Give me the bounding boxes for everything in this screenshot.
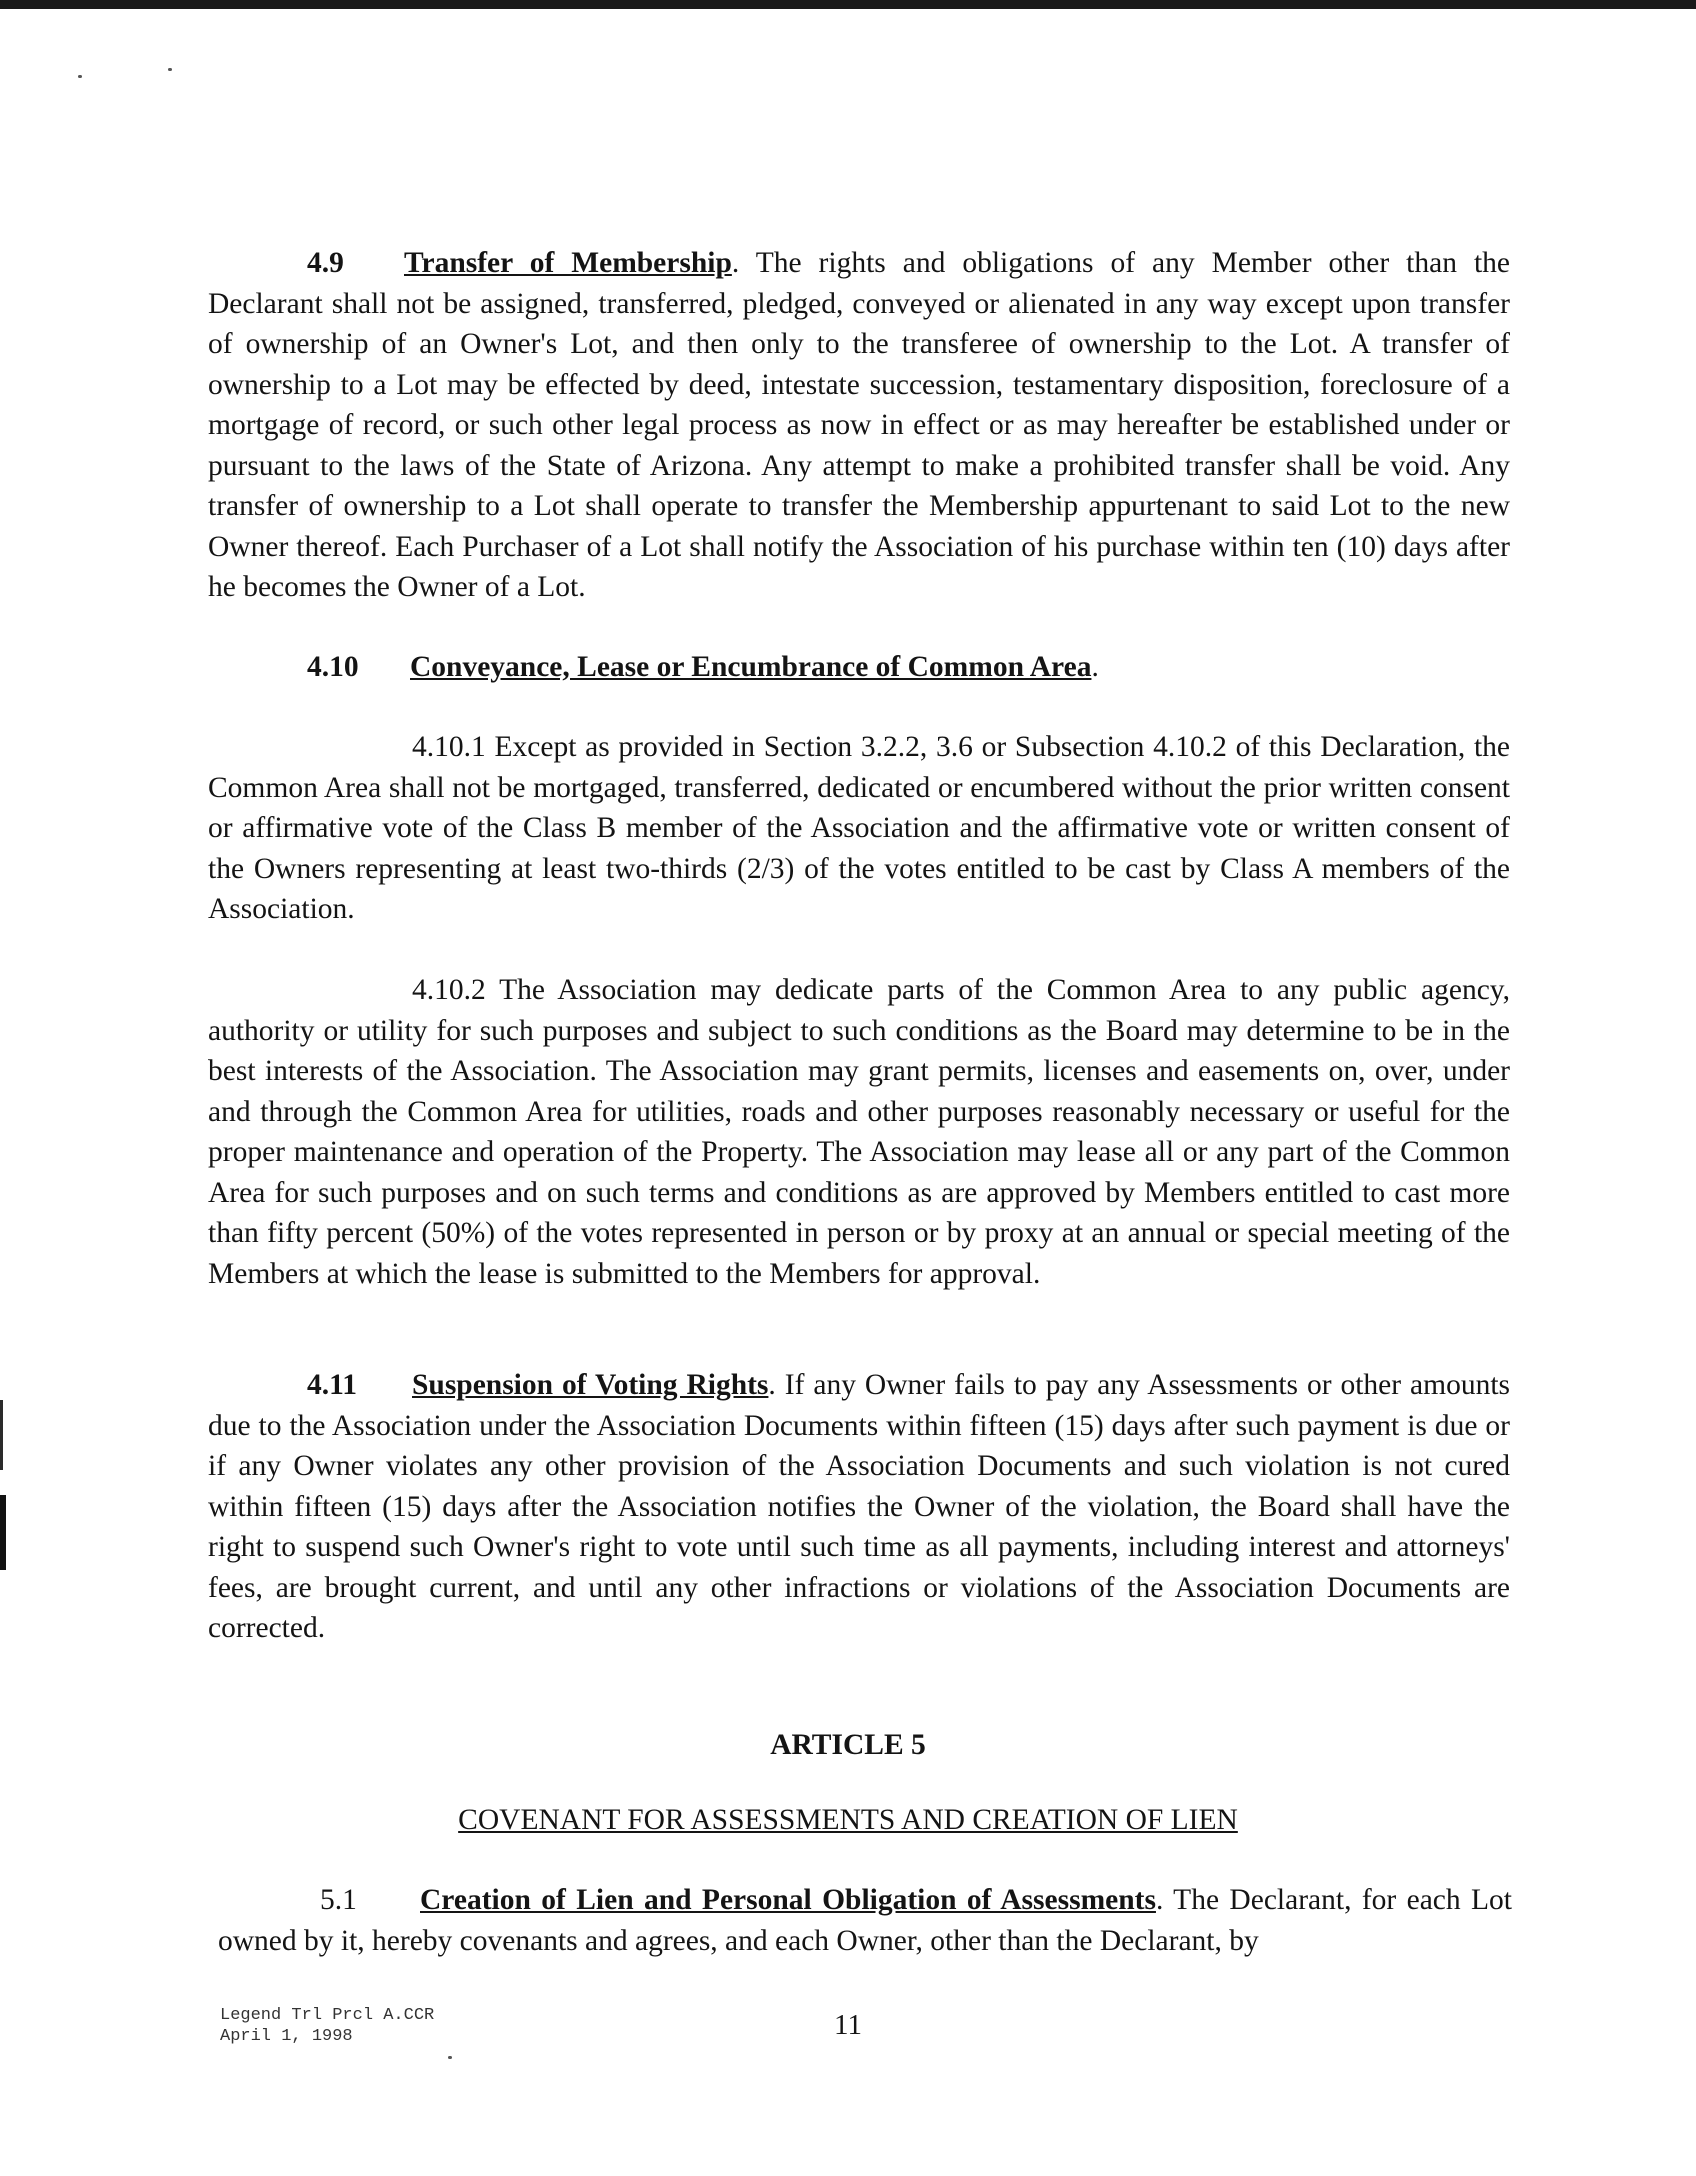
article-heading: ARTICLE 5 (770, 1729, 926, 1761)
scan-speck (168, 68, 172, 71)
scan-top-edge (0, 0, 1696, 9)
subsection-4-10-2: 4.10.2 The Association may dedicate parts of the Common Area to any public agency, authority or utility for such purposes and subject to such conditions as the Board may determine to be in the best interests of the Association. The Association may grant permits, licenses and easements on, over, under and through the Common Area for utilities, roads and other purposes reasonably necessary or useful for the proper maintenance and operation of the Property. The Association may lease all or any part of the Common Area for such purposes and on such terms and conditions as are approved by Members entitled to cast more than fifty percent (50%) of the votes represented in person or by proxy at an annual or special meeting of the Members at which the lease is submitted to the Members for approval. (208, 974, 1510, 1290)
page-number: 11 (834, 2009, 862, 2041)
section-number: 4.11 (307, 1369, 357, 1401)
section-title: Suspension of Voting Rights (412, 1369, 769, 1401)
subsection-4-10-1: 4.10.1 Except as provided in Section 3.2.2, 3.6 or Subsection 4.10.2 of this Declaration, the Common Area shall not be mortgaged, transferred, dedicated or encumbered without the prior written consent or affirmative vote of the Class B member of the Association and the affirmative vote or written consent of the Owners representing at least two-thirds (2/3) of the votes entitled to be cast by Class A members of the Association. (208, 731, 1510, 925)
section-body: . The rights and obligations of any Member other than the Declarant shall not be assigned, transferred, pledged, conveyed or alienated in any way except upon transfer of ownership of an Owner's Lot, and then only to the transferee of ownership to the Lot. A transfer of ownership to a Lot may be effected by deed, intestate succession, testamentary disposition, foreclosure of a mortgage of record, or such other legal process as now in effect or as may hereafter be established under or pursuant to the laws of the State of Arizona. Any attempt to make a prohibited transfer shall be void. Any transfer of ownership to a Lot shall operate to transfer the Membership appurtenant to said Lot to the new Owner thereof. Each Purchaser of a Lot shall notify the Association of his purchase within ten (10) days after he becomes the Owner of a Lot. (208, 247, 1510, 603)
footer-document-reference (220, 2005, 434, 2047)
section-title-period: . (1091, 651, 1099, 683)
scan-left-edge-mark (0, 1495, 6, 1570)
section-4-9 (208, 243, 1510, 608)
footer-doc-ref: Legend Trl Prcl A.CCR (220, 2006, 435, 2025)
footer-date: April 1, 1998 (220, 2027, 353, 2046)
scan-speck (78, 75, 82, 78)
section-5-1 (218, 1880, 1512, 1961)
section-4-10-heading (208, 647, 1510, 688)
section-title: Transfer of Membership (404, 247, 732, 279)
section-title: Creation of Lien and Personal Obligation of Assessments (420, 1884, 1156, 1916)
scan-speck (448, 2056, 452, 2059)
article-title: COVENANT FOR ASSESSMENTS AND CREATION OF LIEN (458, 1804, 1238, 1836)
section-4-11 (208, 1365, 1510, 1649)
scan-left-edge-mark (0, 1400, 3, 1470)
section-body: . The Declarant, for each Lot owned by it, hereby covenants and agrees, and each Owner, other than the Declarant, by (218, 1884, 1512, 1957)
section-number: 5.1 (320, 1884, 357, 1916)
section-number: 4.9 (307, 247, 344, 279)
section-title: Conveyance, Lease or Encumbrance of Common Area (410, 651, 1092, 683)
section-number: 4.10 (307, 651, 359, 683)
section-body: . If any Owner fails to pay any Assessments or other amounts due to the Association under the Association Documents within fifteen (15) days after such payment is due or if any Owner violates any other provision of the Association Documents and such violation is not cured within fifteen (15) days after the Association notifies the Owner of the violation, the Board shall have the right to suspend such Owner's right to vote until such time as all payments, including interest and attorneys' fees, are brought current, and until any other infractions or violations of the Association Documents are corrected. (208, 1369, 1511, 1644)
